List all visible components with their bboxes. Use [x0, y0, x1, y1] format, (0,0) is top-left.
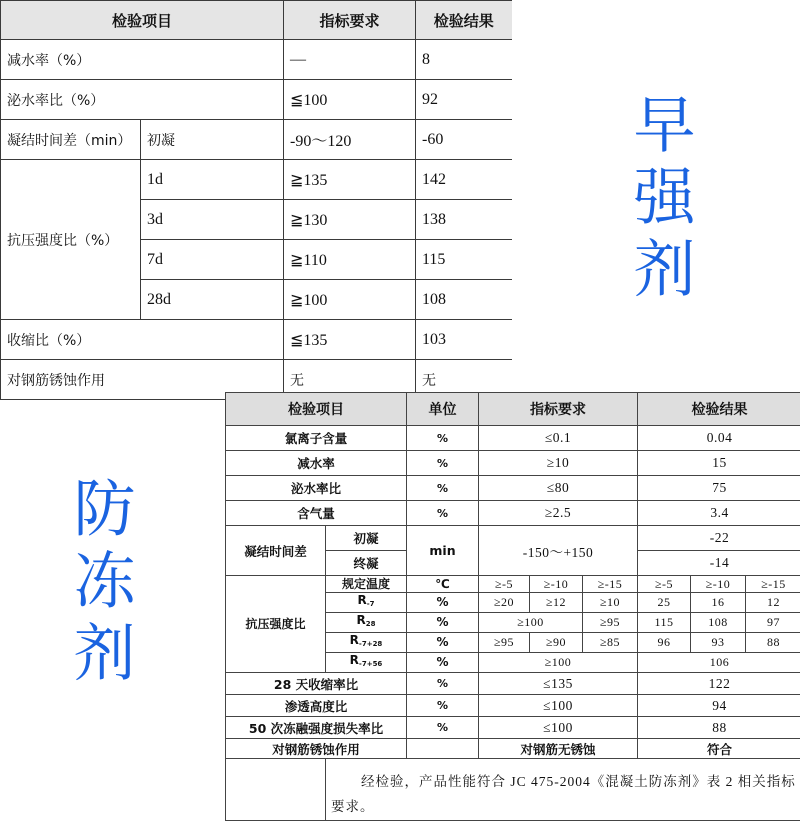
- requirement-value: ≧130: [284, 200, 416, 240]
- table-row: [1, 120, 512, 160]
- result-value: 8: [416, 40, 512, 80]
- table-row: [1, 40, 512, 80]
- table-header-row: [1, 1, 512, 40]
- result-value: 25: [638, 593, 691, 613]
- header-result: 检验结果: [638, 393, 800, 426]
- r-base: R: [350, 653, 359, 667]
- result-value: 97: [746, 613, 800, 633]
- result-value: 94: [638, 695, 800, 717]
- unit-value: %: [407, 653, 479, 673]
- result-value: 92: [416, 80, 512, 120]
- item-label: 对钢筋锈蚀作用: [1, 360, 284, 400]
- table-row: [1, 320, 512, 360]
- item-label: 对钢筋锈蚀作用: [226, 739, 407, 759]
- requirement-value: ≥100: [479, 613, 583, 633]
- r-7-label: [326, 593, 407, 613]
- table-row: [226, 695, 800, 717]
- r-base: R: [357, 613, 366, 627]
- requirement-value: ≤0.1: [479, 426, 638, 451]
- result-value: 142: [416, 160, 512, 200]
- table-header-row: [226, 393, 800, 426]
- item-label: 抗压强度比: [226, 576, 326, 673]
- header-result: 检验结果: [416, 1, 512, 40]
- sub-item-label: 初凝: [326, 526, 407, 551]
- requirement-value: ≧110: [284, 240, 416, 280]
- item-label: 抗压强度比（%）: [1, 160, 141, 320]
- result-value: 15: [638, 451, 800, 476]
- unit-value: ℃: [407, 576, 479, 593]
- result-value: ≥-15: [746, 576, 800, 593]
- item-label: 泌水率比（%）: [1, 80, 284, 120]
- conclusion-text: 经检验，产品性能符合 JC 475-2004《混凝土防冻剂》表 2 相关指标要求。: [326, 759, 800, 821]
- unit-value: %: [407, 695, 479, 717]
- requirement-value: ≥-10: [530, 576, 583, 593]
- requirement-value: -90～120: [284, 120, 416, 160]
- result-value: 88: [638, 717, 800, 739]
- sub-item-label: 初凝: [141, 120, 284, 160]
- table-row: [226, 501, 800, 526]
- requirement-value: ≥10: [583, 593, 638, 613]
- item-label: 泌水率比: [226, 476, 407, 501]
- requirement-value: 对钢筋无锈蚀: [479, 739, 638, 759]
- result-value: 115: [416, 240, 512, 280]
- result-value: 122: [638, 673, 800, 695]
- table-row: [226, 476, 800, 501]
- requirement-value: 无: [284, 360, 416, 400]
- item-label: 氯离子含量: [226, 426, 407, 451]
- result-value: 93: [691, 633, 746, 653]
- r-base: R: [357, 593, 366, 607]
- requirement-value: ≥95: [479, 633, 530, 653]
- requirement-value: ≥90: [530, 633, 583, 653]
- table-row: [1, 80, 512, 120]
- requirement-value: ≧100: [284, 280, 416, 320]
- result-value: 无: [416, 360, 512, 400]
- unit-value: %: [407, 633, 479, 653]
- header-item: 检验项目: [1, 1, 284, 40]
- result-value: 16: [691, 593, 746, 613]
- requirement-value: ≤100: [479, 695, 638, 717]
- requirement-value: —: [284, 40, 416, 80]
- age-label: 7d: [141, 240, 284, 280]
- unit-value: min: [407, 526, 479, 576]
- requirement-value: ≦135: [284, 320, 416, 360]
- result-value: 88: [746, 633, 800, 653]
- age-label: 1d: [141, 160, 284, 200]
- unit-value: %: [407, 451, 479, 476]
- requirement-value: ≥20: [479, 593, 530, 613]
- requirement-value: ≤135: [479, 673, 638, 695]
- result-value: 12: [746, 593, 800, 613]
- table-row: [226, 576, 800, 593]
- unit-value: %: [407, 717, 479, 739]
- requirement-value: ≥100: [479, 653, 638, 673]
- requirement-value: ≧135: [284, 160, 416, 200]
- table-row: [226, 426, 800, 451]
- r-base: R: [350, 633, 359, 647]
- age-label: 28d: [141, 280, 284, 320]
- unit-value: %: [407, 426, 479, 451]
- requirement-value: ≤80: [479, 476, 638, 501]
- result-value: -14: [638, 551, 800, 576]
- requirement-value: ≤100: [479, 717, 638, 739]
- sub-item-label: 终凝: [326, 551, 407, 576]
- header-item: 检验项目: [226, 393, 407, 426]
- unit-value: %: [407, 593, 479, 613]
- table-row: [226, 717, 800, 739]
- result-value: -60: [416, 120, 512, 160]
- table-row: [226, 526, 800, 551]
- r-subscript: 28: [366, 620, 376, 628]
- result-value: ≥-5: [638, 576, 691, 593]
- result-value: 符合: [638, 739, 800, 759]
- result-value: 115: [638, 613, 691, 633]
- item-label: 收缩比（%）: [1, 320, 284, 360]
- unit-value: %: [407, 673, 479, 695]
- table-row: [226, 451, 800, 476]
- r-7-28-label: [326, 633, 407, 653]
- item-label: 50 次冻融强度损失率比: [226, 717, 407, 739]
- item-label: 凝结时间差: [226, 526, 326, 576]
- requirement-value: -150～+150: [479, 526, 638, 576]
- requirement-value: ≥12: [530, 593, 583, 613]
- unit-value: %: [407, 501, 479, 526]
- r-subscript: -7: [367, 600, 375, 608]
- item-label: 28 天收缩率比: [226, 673, 407, 695]
- sub-item-label: 规定温度: [326, 576, 407, 593]
- early-strength-agent-label: 早强剂: [628, 92, 690, 308]
- requirement-value: ≥-15: [583, 576, 638, 593]
- result-value: 138: [416, 200, 512, 240]
- header-requirement: 指标要求: [479, 393, 638, 426]
- antifreeze-agent-label: 防冻剂: [68, 476, 130, 692]
- item-label: 含气量: [226, 501, 407, 526]
- result-value: 103: [416, 320, 512, 360]
- table-row: [226, 673, 800, 695]
- result-value: 3.4: [638, 501, 800, 526]
- result-value: 108: [416, 280, 512, 320]
- r-7-56-label: [326, 653, 407, 673]
- result-value: 106: [638, 653, 800, 673]
- table-row: [1, 160, 512, 200]
- result-value: ≥-10: [691, 576, 746, 593]
- antifreeze-test-table: [225, 392, 800, 821]
- result-value: 0.04: [638, 426, 800, 451]
- requirement-value: ≥85: [583, 633, 638, 653]
- r28-label: [326, 613, 407, 633]
- requirement-value: ≦100: [284, 80, 416, 120]
- result-value: -22: [638, 526, 800, 551]
- result-value: 96: [638, 633, 691, 653]
- result-value: 75: [638, 476, 800, 501]
- item-label: 减水率: [226, 451, 407, 476]
- requirement-value: ≥-5: [479, 576, 530, 593]
- unit-value: %: [407, 476, 479, 501]
- r-subscript: -7+56: [359, 660, 382, 668]
- age-label: 3d: [141, 200, 284, 240]
- early-strength-test-table: [0, 0, 512, 400]
- unit-value: %: [407, 613, 479, 633]
- r-subscript: -7+28: [359, 640, 382, 648]
- header-unit: 单位: [407, 393, 479, 426]
- conclusion-row: [226, 759, 800, 821]
- table-row: [226, 739, 800, 759]
- result-value: 108: [691, 613, 746, 633]
- item-label: 凝结时间差（min）: [1, 120, 141, 160]
- item-label: 减水率（%）: [1, 40, 284, 80]
- unit-value-empty: [407, 739, 479, 759]
- conclusion-label-cell: [226, 759, 326, 821]
- requirement-value: ≥95: [583, 613, 638, 633]
- requirement-value: ≥10: [479, 451, 638, 476]
- header-requirement: 指标要求: [284, 1, 416, 40]
- requirement-value: ≥2.5: [479, 501, 638, 526]
- item-label: 渗透高度比: [226, 695, 407, 717]
